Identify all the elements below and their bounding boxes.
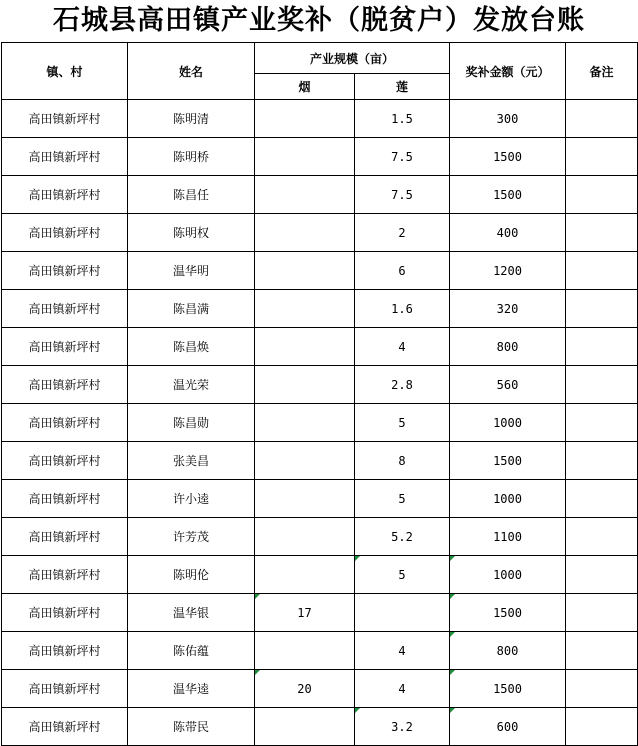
village-cell: 高田镇新坪村 — [2, 556, 128, 594]
amount-cell: 1000 — [450, 404, 566, 442]
amount-cell: 800 — [450, 632, 566, 670]
name-cell: 陈明桥 — [128, 138, 255, 176]
tobacco-cell — [255, 214, 355, 252]
amount-cell: 800 — [450, 328, 566, 366]
lotus-cell: 3.2 — [355, 708, 450, 746]
remark-cell — [566, 404, 638, 442]
lotus-cell: 5 — [355, 480, 450, 518]
remark-cell — [566, 138, 638, 176]
tobacco-cell — [255, 404, 355, 442]
tobacco-cell: 20 — [255, 670, 355, 708]
lotus-cell: 2 — [355, 214, 450, 252]
remark-cell — [566, 594, 638, 632]
lotus-cell: 4 — [355, 670, 450, 708]
amount-cell: 600 — [450, 708, 566, 746]
name-cell: 陈佑蕴 — [128, 632, 255, 670]
header-scale: 产业规模（亩） — [255, 43, 450, 74]
table-row — [2, 214, 638, 252]
village-cell: 高田镇新坪村 — [2, 480, 128, 518]
table-row — [2, 328, 638, 366]
village-cell: 高田镇新坪村 — [2, 670, 128, 708]
header-town-village: 镇、村 — [2, 43, 128, 100]
header-subsidy: 奖补金额（元） — [450, 43, 566, 100]
name-cell: 陈明清 — [128, 100, 255, 138]
village-cell: 高田镇新坪村 — [2, 404, 128, 442]
lotus-cell — [355, 594, 450, 632]
name-cell: 陈昌焕 — [128, 328, 255, 366]
tobacco-cell — [255, 290, 355, 328]
lotus-cell: 4 — [355, 632, 450, 670]
table-row — [2, 670, 638, 708]
amount-cell: 320 — [450, 290, 566, 328]
table-row — [2, 252, 638, 290]
name-cell: 陈昌任 — [128, 176, 255, 214]
lotus-cell: 5 — [355, 556, 450, 594]
header-lotus: 莲 — [355, 74, 450, 100]
lotus-cell: 7.5 — [355, 138, 450, 176]
tobacco-cell — [255, 518, 355, 556]
amount-cell: 1500 — [450, 670, 566, 708]
document-title: 石城县高田镇产业奖补（脱贫户）发放台账 — [53, 5, 585, 36]
name-cell: 陈昌勋 — [128, 404, 255, 442]
remark-cell — [566, 632, 638, 670]
remark-cell — [566, 442, 638, 480]
name-cell: 张美昌 — [128, 442, 255, 480]
village-cell: 高田镇新坪村 — [2, 594, 128, 632]
lotus-cell: 6 — [355, 252, 450, 290]
village-cell: 高田镇新坪村 — [2, 518, 128, 556]
lotus-cell: 8 — [355, 442, 450, 480]
village-cell: 高田镇新坪村 — [2, 442, 128, 480]
lotus-cell: 1.6 — [355, 290, 450, 328]
subsidy-ledger-table — [1, 42, 638, 746]
remark-cell — [566, 556, 638, 594]
village-cell: 高田镇新坪村 — [2, 708, 128, 746]
village-cell: 高田镇新坪村 — [2, 100, 128, 138]
table-row — [2, 100, 638, 138]
amount-cell: 1100 — [450, 518, 566, 556]
tobacco-cell — [255, 176, 355, 214]
tobacco-cell — [255, 442, 355, 480]
name-cell: 温光荣 — [128, 366, 255, 404]
remark-cell — [566, 518, 638, 556]
name-cell: 陈昌满 — [128, 290, 255, 328]
tobacco-cell — [255, 556, 355, 594]
tobacco-cell — [255, 708, 355, 746]
remark-cell — [566, 708, 638, 746]
table-row — [2, 556, 638, 594]
table-row — [2, 518, 638, 556]
remark-cell — [566, 480, 638, 518]
remark-cell — [566, 100, 638, 138]
table-row — [2, 708, 638, 746]
lotus-cell: 1.5 — [355, 100, 450, 138]
tobacco-cell — [255, 252, 355, 290]
tobacco-cell — [255, 366, 355, 404]
remark-cell — [566, 214, 638, 252]
table-row — [2, 442, 638, 480]
remark-cell — [566, 670, 638, 708]
name-cell: 陈明伦 — [128, 556, 255, 594]
amount-cell: 1000 — [450, 480, 566, 518]
table-row — [2, 480, 638, 518]
name-cell: 陈明权 — [128, 214, 255, 252]
village-cell: 高田镇新坪村 — [2, 138, 128, 176]
name-cell: 温华明 — [128, 252, 255, 290]
village-cell: 高田镇新坪村 — [2, 328, 128, 366]
tobacco-cell: 17 — [255, 594, 355, 632]
header-name: 姓名 — [128, 43, 255, 100]
lotus-cell: 5 — [355, 404, 450, 442]
lotus-cell: 2.8 — [355, 366, 450, 404]
lotus-cell: 4 — [355, 328, 450, 366]
village-cell: 高田镇新坪村 — [2, 176, 128, 214]
header-tobacco: 烟 — [255, 74, 355, 100]
amount-cell: 300 — [450, 100, 566, 138]
amount-cell: 1500 — [450, 176, 566, 214]
amount-cell: 400 — [450, 214, 566, 252]
table-row — [2, 594, 638, 632]
table-row — [2, 290, 638, 328]
name-cell: 陈带民 — [128, 708, 255, 746]
village-cell: 高田镇新坪村 — [2, 290, 128, 328]
village-cell: 高田镇新坪村 — [2, 632, 128, 670]
table-row — [2, 138, 638, 176]
lotus-cell: 7.5 — [355, 176, 450, 214]
village-cell: 高田镇新坪村 — [2, 214, 128, 252]
amount-cell: 1500 — [450, 442, 566, 480]
amount-cell: 1500 — [450, 594, 566, 632]
remark-cell — [566, 252, 638, 290]
name-cell: 温华银 — [128, 594, 255, 632]
header-remark: 备注 — [566, 43, 638, 100]
table-row — [2, 632, 638, 670]
remark-cell — [566, 328, 638, 366]
amount-cell: 1200 — [450, 252, 566, 290]
amount-cell: 1500 — [450, 138, 566, 176]
remark-cell — [566, 290, 638, 328]
table-row — [2, 176, 638, 214]
name-cell: 许小逵 — [128, 480, 255, 518]
village-cell: 高田镇新坪村 — [2, 252, 128, 290]
tobacco-cell — [255, 138, 355, 176]
table-row — [2, 366, 638, 404]
name-cell: 温华逵 — [128, 670, 255, 708]
lotus-cell: 5.2 — [355, 518, 450, 556]
remark-cell — [566, 176, 638, 214]
tobacco-cell — [255, 480, 355, 518]
remark-cell — [566, 366, 638, 404]
table-row — [2, 404, 638, 442]
name-cell: 许芳茂 — [128, 518, 255, 556]
amount-cell: 1000 — [450, 556, 566, 594]
amount-cell: 560 — [450, 366, 566, 404]
tobacco-cell — [255, 632, 355, 670]
tobacco-cell — [255, 328, 355, 366]
tobacco-cell — [255, 100, 355, 138]
village-cell: 高田镇新坪村 — [2, 366, 128, 404]
